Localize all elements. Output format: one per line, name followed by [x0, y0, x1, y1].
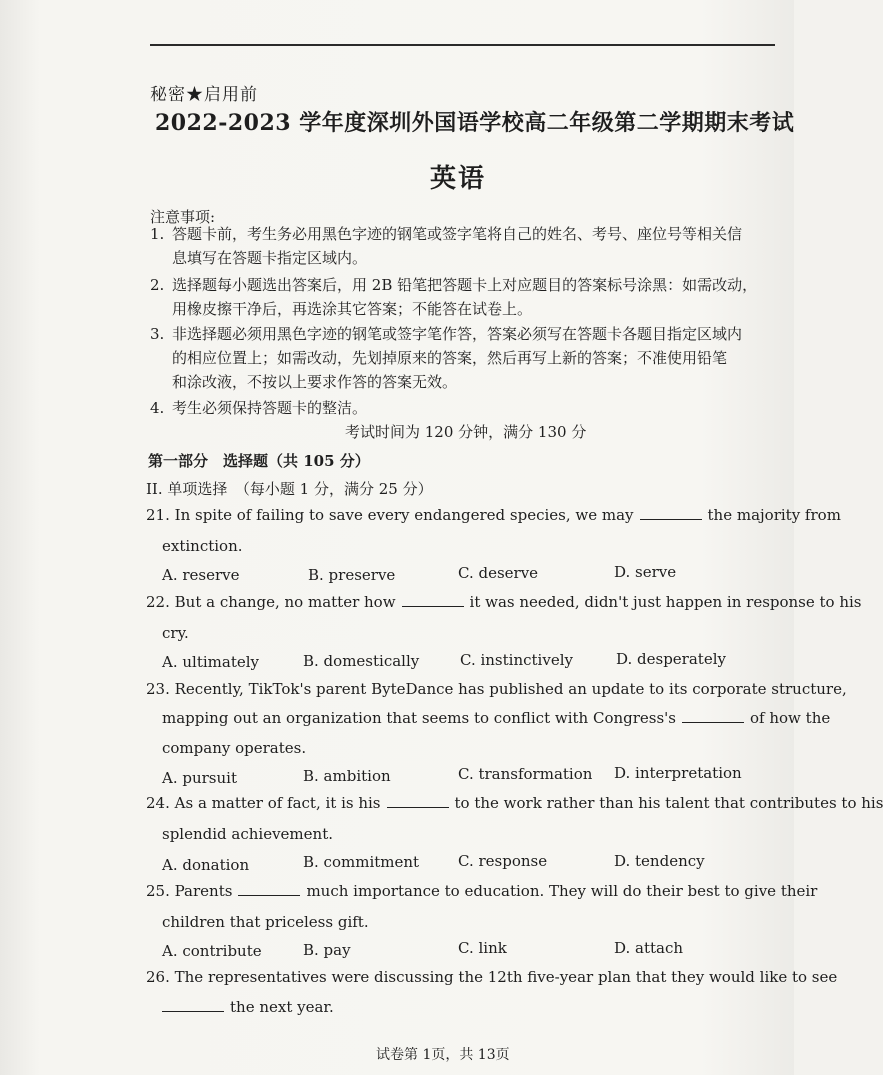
question-number: 21.	[146, 506, 170, 524]
option-a: A. ultimately	[162, 653, 259, 671]
question-text: extinction.	[162, 537, 243, 555]
option-c: C. instinctively	[460, 651, 573, 669]
question-text: much importance to education. They will do their best to give their	[306, 882, 818, 900]
notice-item	[150, 396, 780, 420]
notice-item-line: 答题卡前，考生务必用黑色字迹的钢笔或签字笔将自己的姓名、考号、座位号等相关信	[172, 225, 743, 243]
option-c: C. link	[458, 939, 507, 957]
option-a: A. pursuit	[162, 769, 237, 787]
notice-item-number: 1.	[150, 225, 165, 243]
exam-time-line: 考试时间为 120 分钟，满分 130 分	[345, 423, 587, 441]
option-a: A. donation	[162, 856, 250, 874]
notice-item-number: 4.	[150, 399, 165, 417]
question-text: children that priceless gift.	[162, 913, 369, 931]
answer-blank	[387, 795, 449, 808]
answer-blank	[640, 507, 702, 520]
option-b: B. domestically	[303, 652, 420, 670]
notice-item-line: 非选择题必须用黑色字迹的钢笔或签字笔作答，答案必须写在答题卡各题目指定区域内	[172, 325, 743, 343]
answer-blank	[238, 883, 300, 896]
question-text: cry.	[162, 624, 189, 642]
question-number: 22.	[146, 593, 170, 611]
notice-item-number: 3.	[150, 325, 165, 343]
question-text: mapping out an organization that seems to conflict with Congress's	[162, 709, 677, 727]
question-text: the majority from	[707, 506, 841, 524]
option-b: B. ambition	[303, 767, 391, 785]
option-c: C. deserve	[458, 564, 539, 582]
notice-item-line: 和涂改液，不按以上要求作答的答案无效。	[172, 373, 458, 391]
notice-item-line: 选择题每小题选出答案后，用 2B 铅笔把答题卡上对应题目的答案标号涂黑：如需改动，	[172, 276, 758, 294]
answer-blank	[162, 999, 224, 1012]
notice-item	[150, 322, 780, 394]
notice-item-line: 考生必须保持答题卡的整洁。	[172, 399, 368, 417]
notice-item	[150, 273, 780, 321]
question-text: As a matter of fact, it is his	[174, 794, 381, 812]
notice-item-number: 2.	[150, 276, 165, 294]
option-d: D. desperately	[616, 650, 726, 668]
page-footer: 试卷第 1页，共 13页	[376, 1047, 510, 1063]
section-heading: II. 单项选择 （每小题 1 分，满分 25 分）	[146, 480, 433, 498]
subject-title: 英语	[430, 164, 487, 194]
question-text: But a change, no matter how	[174, 593, 396, 611]
notice-item-line: 用橡皮擦干净后，再选涂其它答案；不能答在试卷上。	[172, 300, 533, 318]
question-stem	[146, 593, 862, 611]
option-c: C. transformation	[458, 765, 593, 783]
question-number: 24.	[146, 794, 170, 812]
question-text: to the work rather than his talent that contributes to his	[454, 794, 883, 812]
question-number: 23.	[146, 680, 170, 698]
confidential-label: 秘密★启用前	[150, 85, 258, 105]
answer-blank	[402, 594, 464, 607]
option-a: A. reserve	[162, 566, 240, 584]
question-stem	[146, 968, 837, 986]
option-a: A. contribute	[162, 942, 262, 960]
option-b: B. pay	[303, 941, 351, 959]
answer-blank	[682, 710, 744, 723]
notice-item	[150, 222, 780, 270]
top-rule	[150, 44, 775, 46]
question-stem	[146, 506, 841, 524]
question-text: The representatives were discussing the 12th five-year plan that they would like to see	[174, 968, 838, 986]
option-b: B. commitment	[303, 853, 420, 871]
option-d: D. interpretation	[614, 764, 742, 782]
notice-item-line: 息填写在答题卡指定区域内。	[172, 249, 368, 267]
question-text: the next year.	[230, 998, 334, 1016]
option-c: C. response	[458, 852, 548, 870]
question-text-line	[162, 709, 830, 727]
question-stem	[146, 794, 883, 812]
part-heading: 第一部分 选择题（共 105 分）	[148, 452, 370, 470]
option-b: B. preserve	[308, 566, 396, 584]
question-text: company operates.	[162, 739, 307, 757]
notice-item-line: 的相应位置上；如需改动，先划掉原来的答案，然后再写上新的答案；不准使用铅笔	[172, 349, 728, 367]
option-d: D. attach	[614, 939, 684, 957]
question-text: it was needed, didn't just happen in response to his	[469, 593, 862, 611]
question-number: 25.	[146, 882, 170, 900]
question-number: 26.	[146, 968, 170, 986]
question-text: of how the	[750, 709, 831, 727]
option-d: D. tendency	[614, 852, 705, 870]
question-text: Parents	[174, 882, 233, 900]
question-text: Recently, TikTok's parent ByteDance has published an update to its corporate structure,	[174, 680, 847, 698]
option-d: D. serve	[614, 563, 677, 581]
question-text: In spite of failing to save every endangered species, we may	[174, 506, 634, 524]
question-stem	[146, 680, 847, 698]
notice-heading: 注意事项:	[150, 208, 216, 226]
question-stem	[146, 882, 817, 900]
question-text: splendid achievement.	[162, 825, 333, 843]
question-text-line	[162, 998, 334, 1016]
exam-title: 2022-2023 学年度深圳外国语学校高二年级第二学期期末考试	[155, 110, 795, 136]
